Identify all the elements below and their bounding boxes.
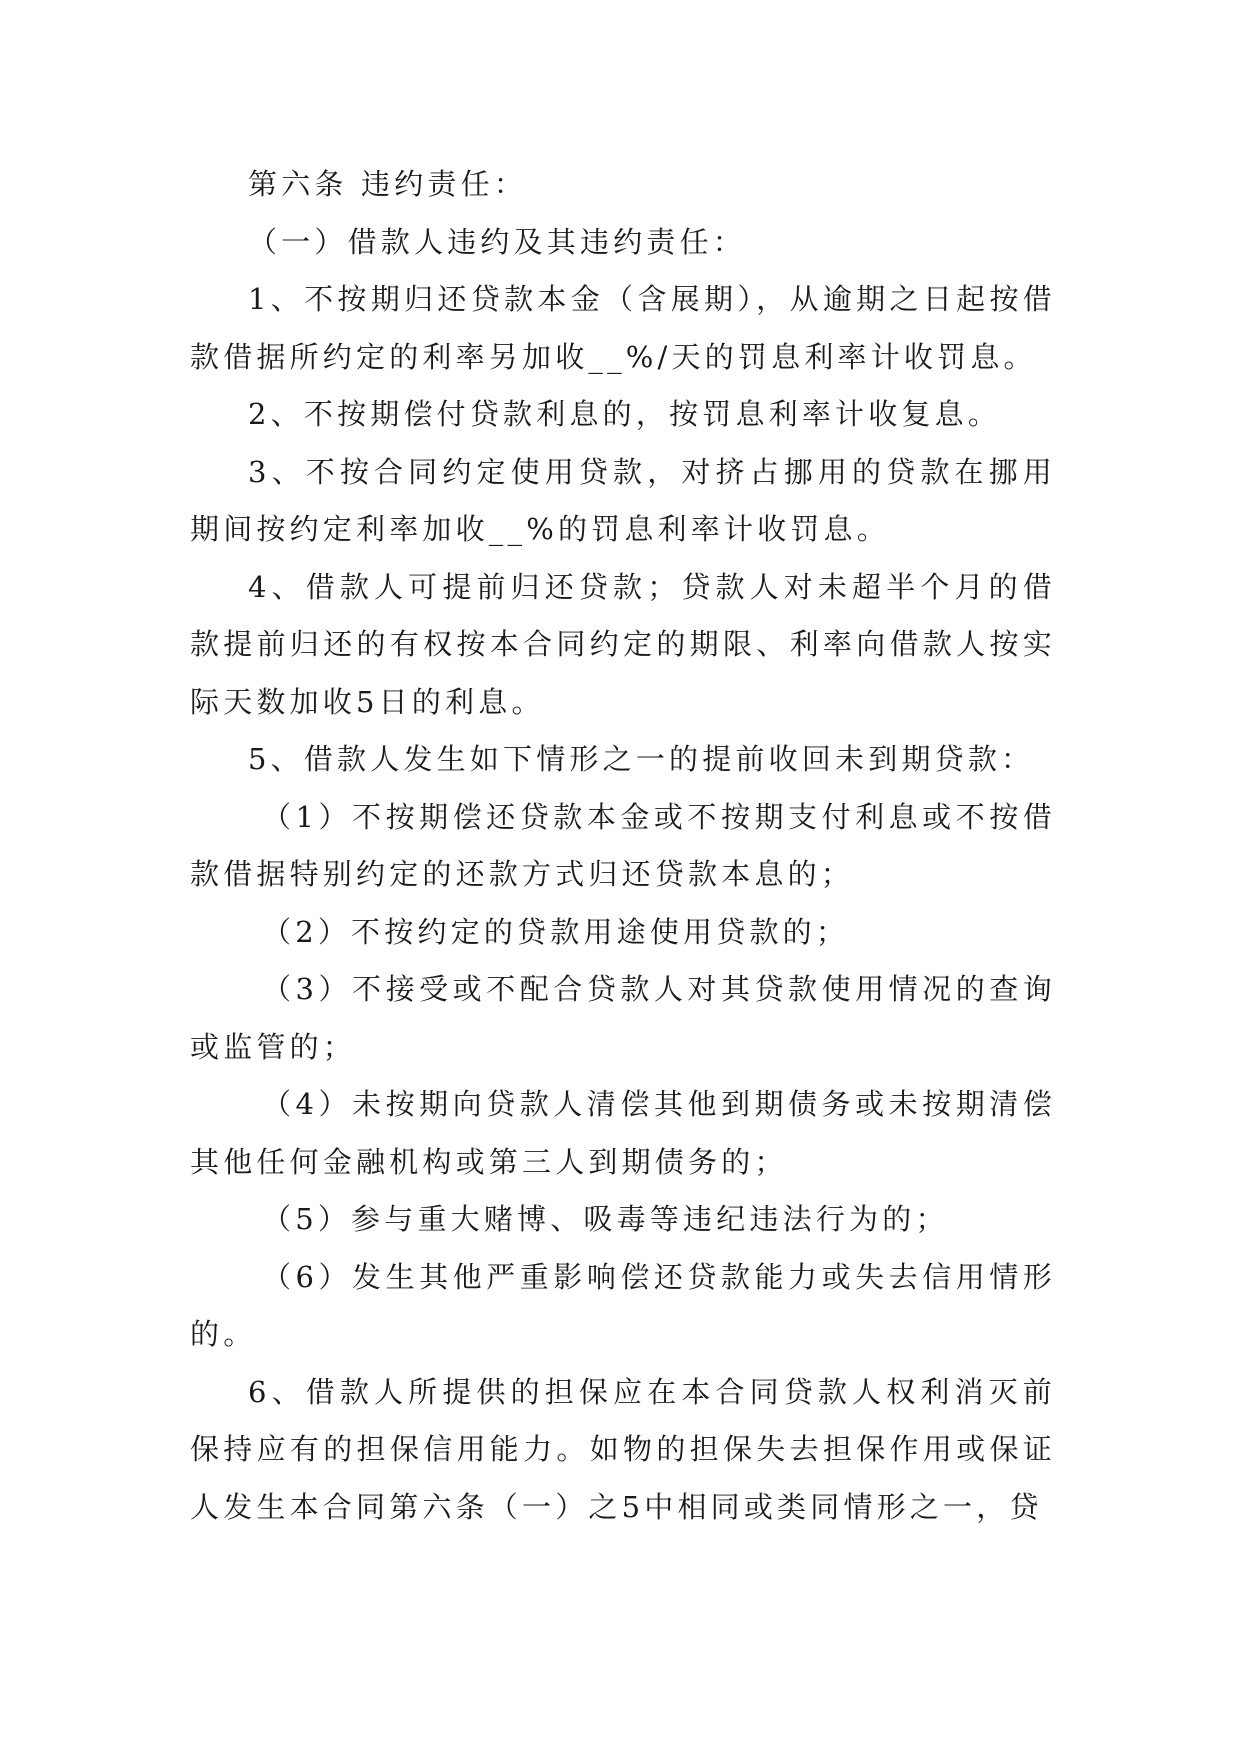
- document-page: [190, 156, 1056, 1536]
- clause-paragraph: 4、借款人可提前归还贷款；贷款人对未超半个月的借款提前归还的有权按本合同约定的期限、利率向借款人按实际天数加收5日的利息。: [190, 569, 1056, 719]
- article-heading: 第六条 违约责任：: [248, 167, 528, 201]
- clause-paragraph: 1、不按期归还贷款本金（含展期），从逾期之日起按借款借据所约定的利率另加收__%/天的罚息利率计收罚息。: [190, 282, 1056, 374]
- list-item: （3）不接受或不配合贷款人对其贷款使用情况的查询或监管的；: [190, 972, 1056, 1064]
- list-item: （1）不按期偿还贷款本金或不按期支付利息或不按借款借据特别约定的还款方式归还贷款本息的；: [190, 799, 1056, 891]
- list-item: （6）发生其他严重影响偿还贷款能力或失去信用情形的。: [190, 1259, 1056, 1351]
- clause-paragraph: 3、不按合同约定使用贷款，对挤占挪用的贷款在挪用期间按约定利率加收__%的罚息利率计收罚息。: [190, 454, 1056, 546]
- list-item: （5）参与重大赌博、吸毒等违纪违法行为的；: [262, 1202, 949, 1236]
- section-heading: （一）借款人违约及其违约责任：: [248, 224, 747, 259]
- list-item: （4）未按期向贷款人清偿其他到期债务或未按期清偿其他任何金融机构或第三人到期债务的；: [190, 1087, 1056, 1179]
- list-item: （2）不按约定的贷款用途使用贷款的；: [262, 914, 850, 949]
- clause-paragraph: 5、借款人发生如下情形之一的提前收回未到期贷款：: [248, 742, 1035, 776]
- clause-paragraph: 6、借款人所提供的担保应在本合同贷款人权利消灭前保持应有的担保信用能力。如物的担保失去担保作用或保证人发生本合同第六条（一）之5中相同或类同情形之一，贷: [190, 1374, 1056, 1524]
- clause-paragraph: 2、不按期偿付贷款利息的，按罚息利率计收复息。: [248, 397, 1002, 431]
